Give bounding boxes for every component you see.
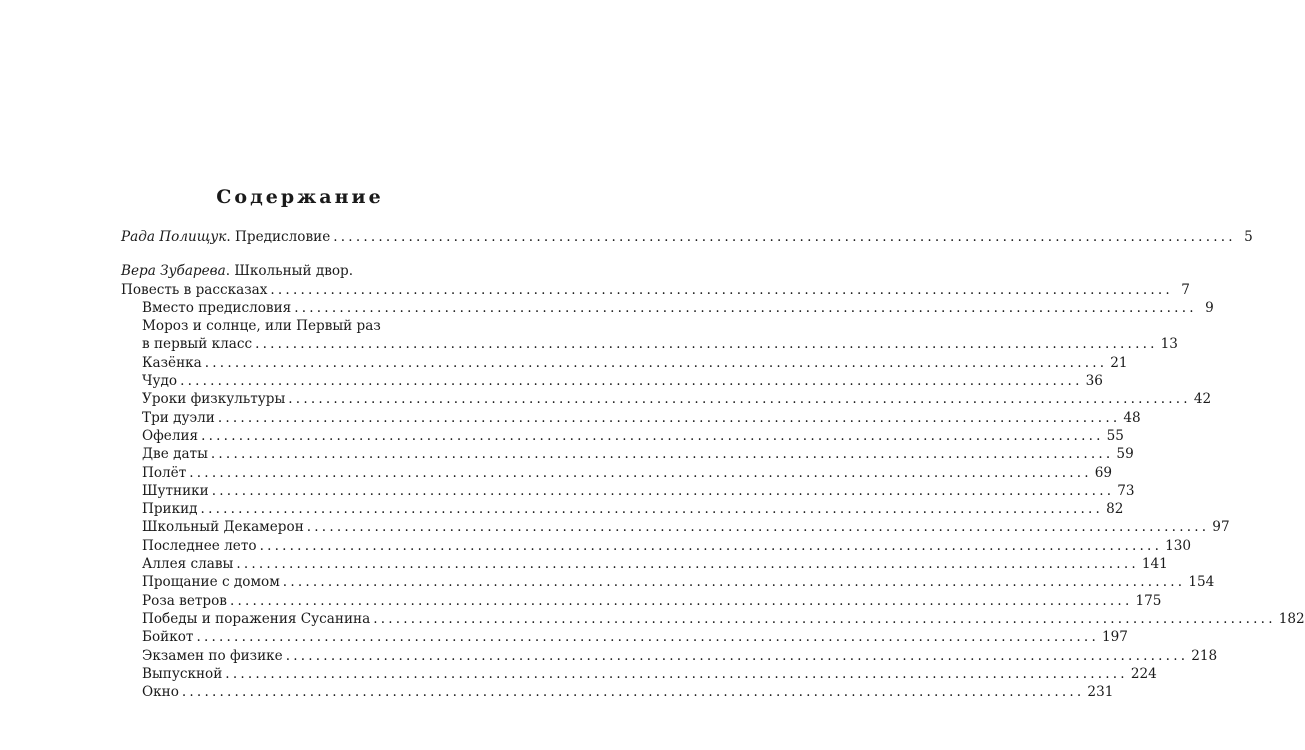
leader-dots: ........................................................................................................................ — [270, 281, 1173, 298]
page-number: 7 — [1181, 281, 1190, 298]
spacer — [121, 246, 484, 262]
separator: . — [226, 229, 236, 245]
toc-entry-chapter-line1: Мороз и солнце, или Первый раз — [142, 318, 381, 335]
chapter-title: Роза ветров — [142, 592, 227, 609]
chapter-title: Прощание с домом — [142, 574, 280, 591]
page-number: 5 — [1244, 229, 1253, 245]
leader-dots: ........................................................................................................................ — [180, 373, 1083, 390]
page-number: 130 — [1165, 537, 1192, 554]
toc-entry-chapter[interactable] — [121, 464, 1113, 482]
toc-entry-chapter[interactable] — [121, 500, 1124, 518]
toc-entry-chapter[interactable] — [121, 592, 1162, 610]
leader-dots: ........................................................................................................................ — [259, 537, 1163, 554]
chapter-title: Последнее лето — [142, 537, 257, 554]
page-number: 69 — [1094, 464, 1113, 481]
page-number: 73 — [1117, 482, 1135, 499]
chapter-list — [121, 354, 1305, 702]
page-number: 154 — [1188, 574, 1215, 591]
toc-entry-chapter[interactable] — [121, 482, 1135, 500]
leader-dots: ........................................................................................................................ — [288, 391, 1191, 408]
toc-entry-chapter[interactable] — [121, 390, 1212, 408]
leader-dots: ........................................................................................................................ — [217, 409, 1121, 426]
leader-dots: ........................................................................................................................ — [189, 464, 1092, 481]
page-number: 231 — [1087, 684, 1114, 701]
leader-dots: ........................................................................................................................ — [229, 592, 1133, 609]
entry-title: Школьный двор. — [234, 263, 354, 280]
chapter-title: Выпускной — [142, 665, 223, 682]
leader-dots: ........................................................................................................................ — [333, 229, 1236, 245]
toc-entry-chapter[interactable] — [121, 610, 1305, 628]
page-number: 182 — [1278, 610, 1305, 627]
author-name: Вера Зубарева — [121, 263, 226, 280]
page-number: 59 — [1116, 446, 1134, 463]
leader-dots: ........................................................................................................................ — [285, 647, 1189, 664]
entry-title: Повесть в рассказах — [121, 281, 268, 298]
chapter-title: Казёнка — [142, 354, 202, 371]
toc-entry-chapter[interactable] — [121, 427, 1124, 445]
page-number: 55 — [1106, 427, 1124, 444]
chapter-title: Полёт — [142, 464, 187, 481]
leader-dots: ........................................................................................................................ — [255, 336, 1158, 353]
toc-entry-chapter[interactable] — [121, 299, 1214, 317]
toc-entry-chapter[interactable] — [121, 573, 1215, 591]
toc-entry-chapter[interactable] — [121, 647, 1218, 665]
page-number: 97 — [1212, 519, 1230, 536]
chapter-title: Уроки физкультуры — [142, 391, 286, 408]
toc-entry-story[interactable] — [121, 281, 1190, 299]
page-number: 48 — [1123, 409, 1141, 426]
chapter-title: Бойкот — [142, 629, 194, 646]
leader-dots: ........................................................................................................................ — [294, 299, 1197, 316]
toc-entry-chapter[interactable] — [121, 665, 1157, 683]
page-number: 224 — [1130, 665, 1157, 682]
table-of-contents — [121, 228, 1305, 701]
page-number: 175 — [1135, 592, 1162, 609]
toc-entry-chapter[interactable] — [121, 628, 1128, 646]
chapter-title: Две даты — [142, 446, 208, 463]
leader-dots: ........................................................................................................................ — [225, 665, 1128, 682]
separator: . — [225, 263, 235, 280]
page-number: 218 — [1191, 647, 1218, 664]
toc-entry-chapter[interactable] — [121, 445, 1134, 463]
page-number: 9 — [1205, 299, 1214, 316]
toc-entry-preface[interactable] — [121, 228, 1253, 246]
chapter-title: Три дуэли — [142, 409, 215, 426]
page-number: 82 — [1106, 501, 1124, 518]
chapter-title: Чудо — [142, 373, 178, 390]
toc-entry-chapter[interactable] — [121, 354, 1128, 372]
chapter-title: Аллея славы — [142, 556, 234, 573]
leader-dots: ........................................................................................................................ — [236, 556, 1139, 573]
entry-title: Предисловие — [235, 229, 331, 245]
toc-entry-chapter[interactable] — [121, 537, 1192, 555]
page-title: Содержание — [216, 186, 384, 208]
page-number: 36 — [1085, 373, 1103, 390]
author-name: Рада Полищук — [121, 229, 227, 245]
toc-entry-text — [121, 228, 330, 246]
chapter-title: Прикид — [142, 501, 198, 518]
chapter-title: Вместо предисловия — [142, 299, 292, 316]
chapter-title: Победы и поражения Сусанина — [142, 610, 371, 627]
leader-dots: ........................................................................................................................ — [306, 519, 1210, 536]
chapter-title: Школьный Декамерон — [142, 519, 304, 536]
leader-dots: ........................................................................................................................ — [373, 610, 1276, 627]
leader-dots: ........................................................................................................................ — [210, 446, 1114, 463]
toc-entry-chapter[interactable] — [121, 409, 1141, 427]
toc-entry-story-heading — [121, 262, 484, 280]
toc-entry-chapter[interactable] — [121, 372, 1103, 390]
page-number: 21 — [1110, 354, 1128, 371]
leader-dots: ........................................................................................................................ — [211, 482, 1115, 499]
leader-dots: ........................................................................................................................ — [282, 574, 1186, 591]
chapter-title: Шутники — [142, 482, 209, 499]
chapter-title: Офелия — [142, 427, 199, 444]
page-number: 141 — [1141, 556, 1168, 573]
leader-dots: ........................................................................................................................ — [181, 684, 1085, 701]
toc-entry-chapter[interactable] — [121, 518, 1230, 536]
toc-entry-chapter[interactable] — [121, 555, 1168, 573]
page-number: 197 — [1101, 629, 1128, 646]
toc-entry-chapter[interactable] — [121, 335, 1178, 353]
leader-dots: ........................................................................................................................ — [204, 354, 1108, 371]
leader-dots: ........................................................................................................................ — [200, 501, 1104, 518]
toc-entry-chapter[interactable] — [121, 683, 1114, 701]
chapter-title: Экзамен по физике — [142, 647, 283, 664]
page-number: 42 — [1193, 391, 1212, 408]
chapter-title: в первый класс — [142, 336, 253, 353]
leader-dots: ........................................................................................................................ — [196, 629, 1099, 646]
chapter-title: Окно — [142, 684, 179, 701]
page-number: 13 — [1160, 336, 1178, 353]
leader-dots: ........................................................................................................................ — [201, 427, 1104, 444]
